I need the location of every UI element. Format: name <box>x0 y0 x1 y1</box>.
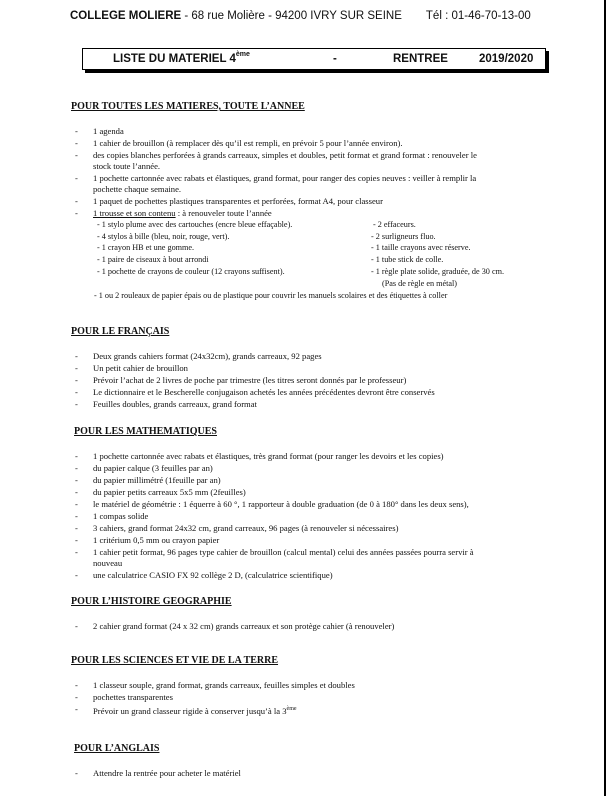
section-title-histoire: POUR L’HISTOIRE GEOGRAPHIE <box>71 596 232 607</box>
section-title-anglais: POUR L’ANGLAIS <box>74 743 160 754</box>
school-phone: Tél : 01-46-70-13-00 <box>425 10 531 22</box>
school-header <box>70 10 590 22</box>
list-item-continuation: stock toute l’année. <box>93 161 161 171</box>
trousse-right-item: - 1 taille crayons avec réserve. <box>371 243 471 252</box>
trousse-label: 1 trousse et son contenu <box>93 208 176 218</box>
title-year: 2019/2020 <box>479 53 534 65</box>
section-title-maths: POUR LES MATHEMATIQUES <box>74 426 217 437</box>
trousse-right-item: - 1 règle plate solide, graduée, de 30 cm. <box>371 267 504 276</box>
trousse-left-item: - 1 pochette de crayons de couleur (12 crayons suffisent). <box>97 267 285 276</box>
section-title-francais: POUR LE FRANÇAIS <box>71 326 170 337</box>
school-address: - 68 rue Molière - 94200 IVRY SUR SEINE <box>181 10 402 22</box>
title-rentree: RENTREE <box>393 53 448 65</box>
title-dash: - <box>333 53 337 65</box>
title-main: LISTE DU MATERIEL 4 <box>113 53 236 65</box>
section-title-svt: POUR LES SCIENCES ET VIE DE LA TERRE <box>71 655 279 666</box>
list-item-continuation: pochette chaque semaine. <box>93 184 182 194</box>
title-sup: ème <box>235 51 250 58</box>
trousse-right-item: - 2 effaceurs. <box>373 220 416 229</box>
trousse-left-item: - 1 crayon HB et une gomme. <box>97 243 195 252</box>
regle-note: (Pas de règle en métal) <box>382 279 458 288</box>
item-sup: ème <box>286 706 297 712</box>
section-title-all: POUR TOUTES LES MATIERES, TOUTE L’ANNEE <box>71 101 305 112</box>
trousse-right-item: - 1 tube stick de colle. <box>371 255 444 264</box>
trousse-left-item: - 1 paire de ciseaux à bout arrondi <box>97 255 209 264</box>
trousse-right-item: - 2 surligneurs fluo. <box>371 232 436 241</box>
list-item-continuation: nouveau <box>93 558 123 568</box>
trousse-left-item: - 4 stylos à bille (bleu, noir, rouge, vert). <box>97 232 230 241</box>
rouleaux-item: - 1 ou 2 rouleaux de papier épais ou de plastique pour couvrir les manuels scolaires et des étiquettes à coller <box>94 291 448 300</box>
school-name: COLLEGE MOLIERE <box>70 10 182 22</box>
trousse-left-item: - 1 stylo plume avec des cartouches (encre bleue effaçable). <box>97 220 293 229</box>
document-title <box>82 48 546 70</box>
trousse-suffix: : à renouveler toute l’année <box>175 208 272 218</box>
